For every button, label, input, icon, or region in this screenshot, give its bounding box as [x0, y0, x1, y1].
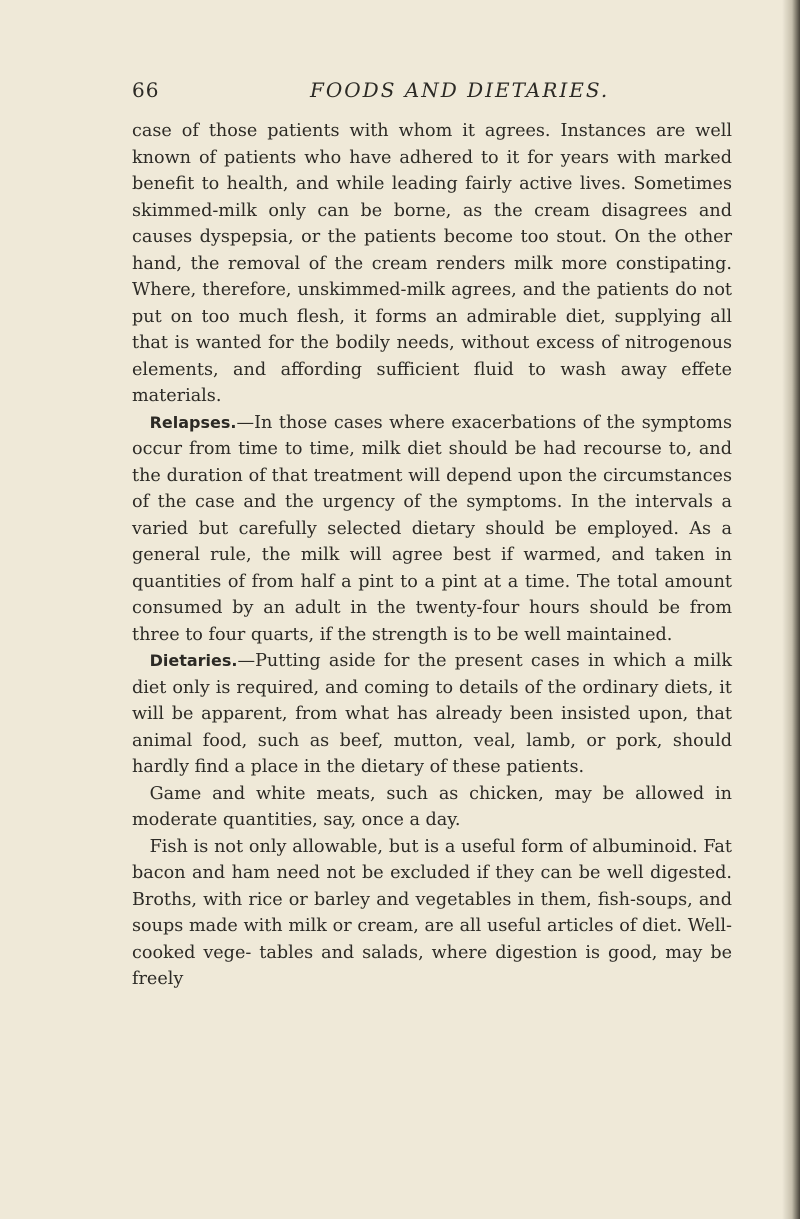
- section-heading-relapses: Relapses.: [149, 412, 237, 432]
- page-edge-shadow: [782, 0, 800, 1219]
- paragraph-text: case of those patients with whom it agrees. Instances are well known of patients who have adhered to it for years with marked benefit to health, and while leading fairly active lives. Sometimes skimmed-milk only can be borne, as the cream disagrees and causes dyspepsia, or the patients become too stout. On the other hand, the removal of the cream renders milk more constipating. Where, therefore, unskimmed-milk agrees, and the patients do not put on too much flesh, it forms an admirable diet, supplying all that is wanted for the bodily needs, without excess of nitrogenous elements, and affording sufficient fluid to wash away effete materials.: [132, 121, 732, 406]
- page-header: [132, 78, 732, 108]
- paragraph-game: [132, 781, 732, 834]
- body-text: [132, 118, 732, 993]
- running-title: FOODS AND DIETARIES.: [310, 78, 610, 102]
- paragraph-fish: [132, 834, 732, 993]
- paragraph-text: Fish is not only allowable, but is a useful form of albuminoid. Fat bacon and ham need not be excluded if they can be well digested. Broths, with rice or barley and vegetables in them, fish-soups, and soups made with milk or cream, are all useful articles of diet. Well-cooked vege- tables and salads, where digestion is good, may be freely: [132, 836, 732, 989]
- paragraph-milk-diet: [132, 118, 732, 410]
- paragraph-text: —Putting aside for the present cases in which a milk diet only is required, and coming to details of the ordinary diets, it will be apparent, from what has already been insisted upon, that animal food, such as beef, mutton, veal, lamb, or pork, should hardly find a place in the dietary of these patients.: [132, 651, 732, 777]
- page-number: 66: [132, 78, 160, 102]
- paragraph-text: —In those cases where exacerbations of the symptoms occur from time to time, milk diet should be had recourse to, and the duration of that treatment will depend upon the circumstances of the case and the urgency of the symptoms. In the intervals a varied but carefully selected dietary should be employed. As a general rule, the milk will agree best if warmed, and taken in quantities of from half a pint to a pint at a time. The total amount consumed by an adult in the twenty-four hours should be from three to four quarts, if the strength is to be well maintained.: [132, 412, 732, 645]
- paragraph-relapses: [132, 410, 732, 649]
- paragraph-text: Game and white meats, such as chicken, may be allowed in moderate quantities, say, once a day.: [132, 783, 732, 830]
- paragraph-dietaries: [132, 648, 732, 781]
- section-heading-dietaries: Dietaries.: [149, 651, 238, 670]
